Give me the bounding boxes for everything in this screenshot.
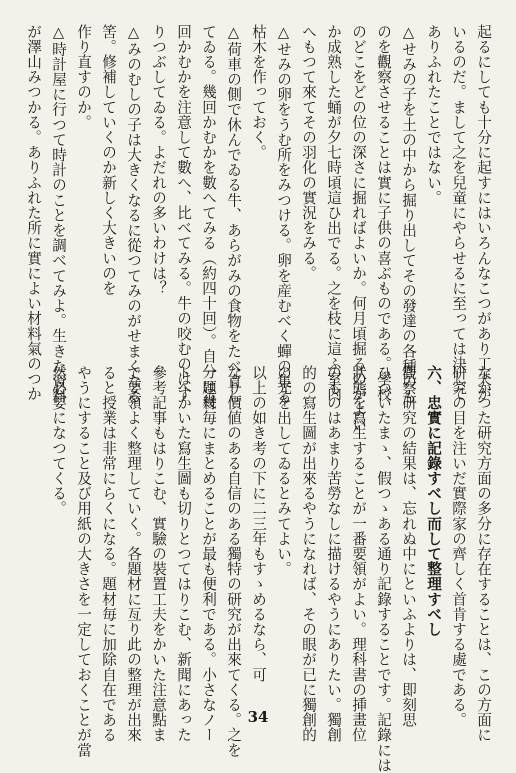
text-line: 狀態を寫生することが一番要領がよい。理科書の挿畫位 — [350, 365, 367, 743]
text-line: 回かむかを注意して數へ、比べてみる。牛の咬むのはす — [175, 24, 192, 402]
text-line: ひついたまゝ、假つゝある通り記錄することです。記錄には — [375, 365, 392, 773]
text-line: △せみの卵をうむ所をみつける。卵を産むべく蟬の集る — [275, 24, 292, 404]
text-line: のものはあまり苦勞なしに描けるやうにありたい。獨創 — [325, 365, 342, 743]
text-line: なかつた研究方面の多分に存在することは、この方面に — [475, 365, 492, 743]
text-line: 枯木を作っておく。 — [250, 24, 267, 160]
text-line: 一題材毎にまとめることが最も便利である。小さなノー — [200, 365, 217, 743]
text-line: の光を出してゐるとみてよい。 — [275, 365, 292, 577]
text-line: ると授業は非常にらくになる。題材毎に加除自在である — [100, 365, 117, 743]
text-line: △みのむしの子は大きくなるに從つてみのがせまくなる — [125, 24, 142, 404]
text-line: △せみの子を土の中から掘り出してその發達の各種のも — [400, 24, 417, 404]
text-line: ありふれたことではない。 — [425, 24, 442, 206]
top-text-block — [25, 24, 496, 432]
text-line: か成熟した蛹が夕七時頃這ひ出でる。之を枝に這ふ室内 — [325, 24, 342, 402]
text-line: いるのだ。まして之を兒童にやらせるに至っては決して — [450, 24, 467, 402]
text-line: 然必要になつてくる。 — [50, 365, 67, 516]
text-line: のどこをどの位の深さに掘ればよいか。何月頃掘るのがよい — [350, 24, 367, 432]
text-line: で要領よく整理していく。各題材に亙り此の整理が出來 — [125, 365, 142, 743]
text-line: やうにすること及び用紙の大きさを一定しておくことが當 — [75, 365, 92, 758]
text-line: 起るにしても十分に起すにはいろんなこつがあり工夫が — [475, 24, 492, 402]
text-line: 的の寫生圖が出來るやうになれば、その眼が已に獨創的 — [300, 365, 317, 743]
text-line: 研究の目を注いだ實際家の齊しく首肯する處である。 — [450, 365, 467, 728]
text-line: へもつて來てその羽化の實況をみる。 — [300, 24, 317, 281]
text-line: りつぶしてゐる。よだれの多いわけは？ — [150, 24, 167, 296]
text-line: なり價値のある自信のある獨特の研究が出來てくる。之を — [225, 365, 242, 758]
text-line: 以上の如き考の下に二三年もすゝめるなら、可 — [250, 365, 267, 683]
text-line: てゐる。幾回かむかを數へてみる（約四十回）。自分は幾 — [200, 24, 217, 410]
text-line: 筈。修補していくのか新しく大きいのを — [100, 24, 117, 296]
section-heading: 六、忠實に記錄すべし而して整理すべし — [425, 365, 442, 637]
page-number: 34 — [247, 708, 269, 726]
text-line: △荷車の側で休んでゐる牛、あらがみの食物をたべ直し — [225, 24, 242, 404]
text-line: △時計屋に行つて時計のことを調べてみよ。生きた資料 — [50, 24, 67, 404]
text-line: 觀察研究の結果は、忘れぬ中にといふよりは、即刻思 — [400, 365, 417, 728]
text-line: トへかいた寫生圖も切りとつてはりこむ、新聞にあった — [175, 365, 192, 743]
text-line: が澤山みつかる。ありふれた所に實によい材料氣のつか — [25, 24, 42, 402]
text-line: のを觀察させることは實に子供の喜ぶものである。學校 — [375, 24, 392, 402]
text-line: 參考記事もはりこむ、實驗の裝置工夫をかいた注意點ま — [150, 365, 167, 743]
text-line: 作り直すのか。 — [75, 24, 92, 130]
